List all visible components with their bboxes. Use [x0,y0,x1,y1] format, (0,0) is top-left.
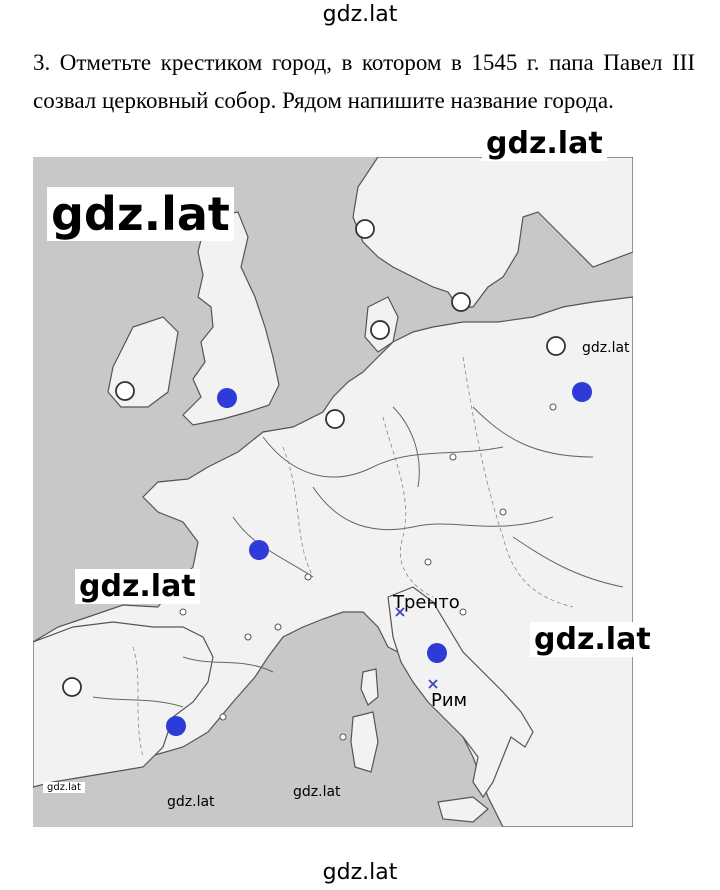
watermark-map-right-small: gdz.lat [582,340,630,356]
marker-open-1 [356,220,374,238]
watermark-map-left: gdz.lat [75,569,200,604]
watermark-top: gdz.lat [322,2,398,27]
watermark-map-bottom-1: gdz.lat [167,794,215,810]
watermark-right: gdz.lat [530,622,655,657]
label-trento: Тренто [393,592,460,613]
marker-open-3 [371,321,389,339]
marker-open-5 [116,382,134,400]
task-text: 3. Отметьте крестиком город, в котором в 1545 г. папа Павел III созвал церковный собор. Рядом напишите название города. [33,50,695,113]
watermark-bottom: gdz.lat [322,860,398,885]
label-rome: Рим [431,690,468,711]
marker-open-2 [452,293,470,311]
watermark-map-bottom-2: gdz.lat [293,784,341,800]
watermark-top-right: gdz.lat [482,126,607,161]
marker-open-7 [63,678,81,696]
marker-filled-2 [572,382,592,402]
map [33,157,633,827]
marker-open-6 [326,410,344,428]
watermark-map-large: gdz.lat [47,187,234,241]
marker-filled-3 [249,540,269,560]
marker-open-4 [547,337,565,355]
europe-map-svg [33,157,633,827]
marker-filled-1 [217,388,237,408]
watermark-map-bottom-left: gdz.lat [43,782,85,793]
marker-filled-4 [427,643,447,663]
marker-filled-5 [166,716,186,736]
